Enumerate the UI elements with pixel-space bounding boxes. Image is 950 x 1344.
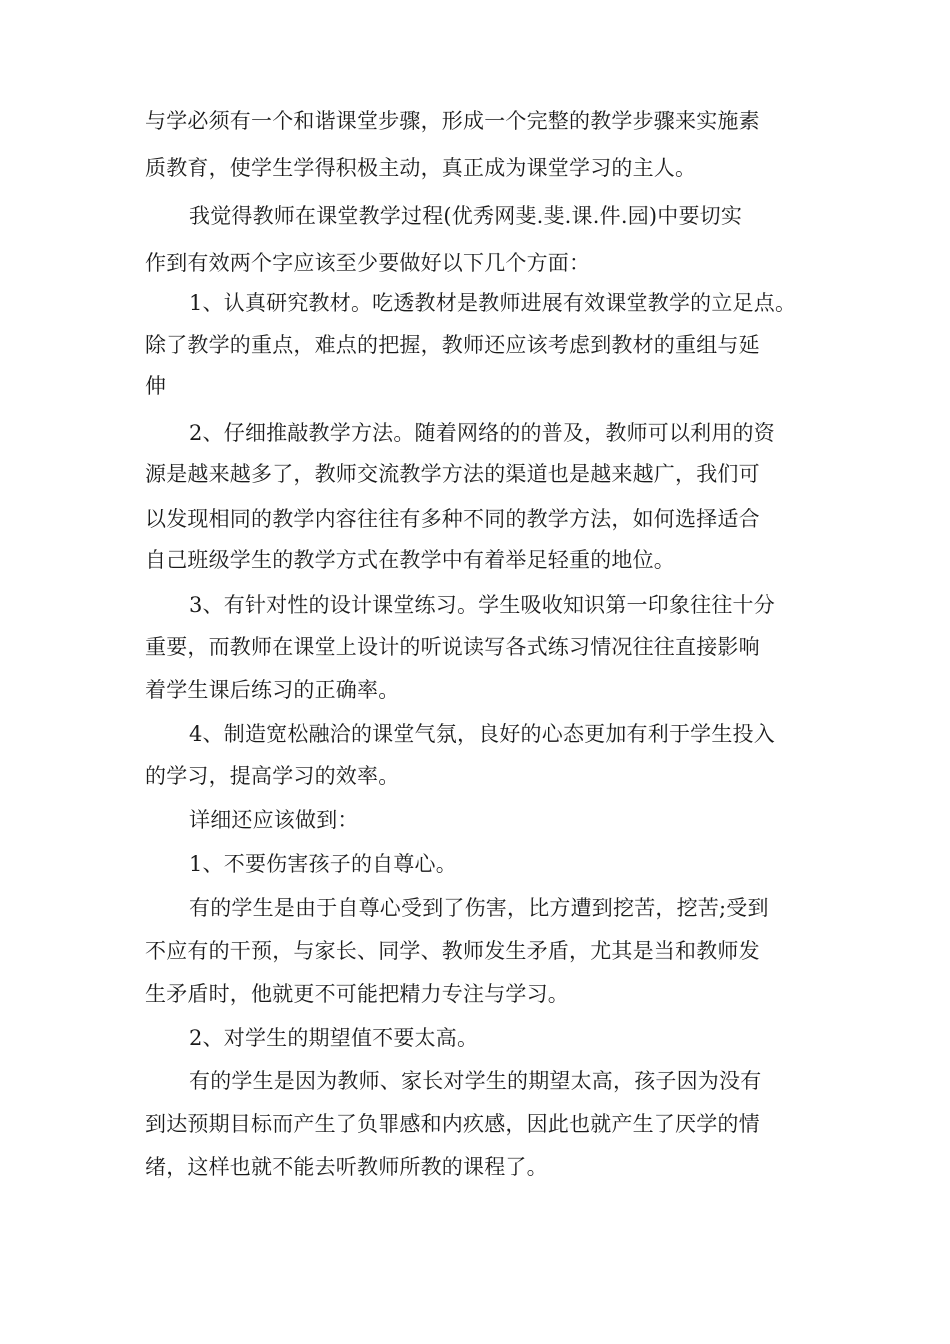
text-line: 到达预期目标而产生了负罪感和内疚感，因此也就产生了厌学的情 [145, 1112, 760, 1136]
text-line: 有的学生是由于自尊心受到了伤害，比方遭到挖苦，挖苦;受到 [189, 896, 769, 920]
text-line: 绪，这样也就不能去听教师所教的课程了。 [145, 1155, 548, 1179]
text-line: 2、仔细推敲教学方法。随着网络的的普及，教师可以利用的资 [189, 421, 775, 445]
text-line: 1、认真研究教材。吃透教材是教师进展有效课堂教学的立足点。 [189, 291, 797, 315]
text-line: 不应有的干预，与家长、同学、教师发生矛盾，尤其是当和教师发 [145, 939, 760, 963]
text-line: 着学生课后练习的正确率。 [145, 678, 400, 702]
text-line: 源是越来越多了，教师交流教学方法的渠道也是越来越广，我们可 [145, 462, 760, 486]
text-line: 详细还应该做到： [189, 808, 359, 832]
text-line: 除了教学的重点，难点的把握，教师还应该考虑到教材的重组与延 [145, 333, 760, 357]
text-line: 以发现相同的教学内容往往有多种不同的教学方法，如何选择适合 [145, 507, 760, 531]
text-line: 与学必须有一个和谐课堂步骤，形成一个完整的教学步骤来实施素 [145, 109, 760, 133]
text-line: 作到有效两个字应该至少要做好以下几个方面： [145, 251, 591, 275]
text-line: 伸 [145, 374, 167, 398]
text-line: 重要，而教师在课堂上设计的听说读写各式练习情况往往直接影响 [145, 635, 760, 659]
text-line: 有的学生是因为教师、家长对学生的期望太高，孩子因为没有 [189, 1069, 762, 1093]
text-line: 4、制造宽松融洽的课堂气氛，良好的心态更加有利于学生投入 [189, 722, 775, 746]
text-line: 自己班级学生的教学方式在教学中有着举足轻重的地位。 [145, 548, 675, 572]
text-line: 2、对学生的期望值不要太高。 [189, 1026, 479, 1050]
text-line: 我觉得教师在课堂教学过程(优秀网斐.斐.课.件.园)中要切实 [189, 204, 743, 228]
text-line: 质教育，使学生学得积极主动，真正成为课堂学习的主人。 [145, 156, 697, 180]
text-line: 的学习，提高学习的效率。 [145, 764, 400, 788]
text-line: 生矛盾时，他就更不可能把精力专注与学习。 [145, 982, 569, 1006]
text-line: 1、不要伤害孩子的自尊心。 [189, 852, 457, 876]
text-line: 3、有针对性的设计课堂练习。学生吸收知识第一印象往往十分 [189, 593, 775, 617]
